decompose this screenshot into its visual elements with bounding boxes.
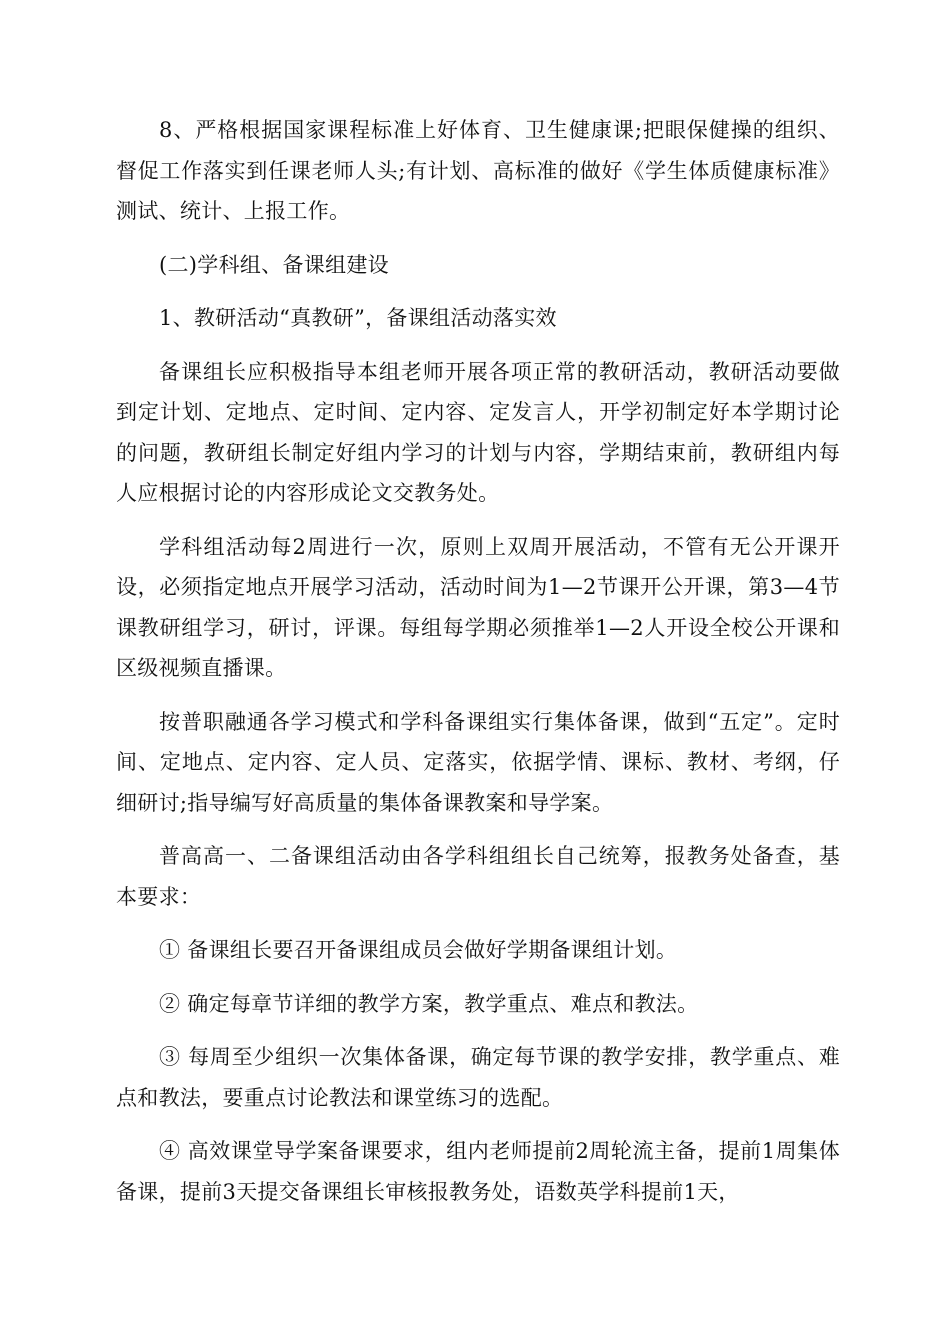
list-item-requirement-2: ② 确定每章节详细的教学方案，教学重点、难点和教法。 — [159, 991, 699, 1016]
paragraph-collective-preparation: 按普职融通各学习模式和学科备课组实行集体备课，做到“五定”。定时间、定地点、定内容、定人员、定落实，依据学情、课标、教材、考纲，仔细研讨;指导编写好高质量的集体备课教案和导学案。 — [116, 709, 840, 815]
document-body — [116, 110, 840, 1225]
section-heading-subject-groups: (二)学科组、备课组建设 — [159, 252, 389, 277]
subheading-teaching-research: 1、教研活动“真教研”，备课组活动落实效 — [159, 306, 557, 330]
paragraph-item-8: 8、严格根据国家课程标准上好体育、卫生健康课;把眼保健操的组织、督促工作落实到任课老师人头;有计划、高标准的做好《学生体质健康标准》测试、统计、上报工作。 — [116, 118, 840, 223]
list-item-requirement-4: ④ 高效课堂导学案备课要求，组内老师提前2周轮流主备，提前1周集体备课，提前3天提交备课组长审核报教务处，语数英学科提前1天， — [116, 1139, 840, 1204]
paragraph-basic-requirements: 普高高一、二备课组活动由各学科组组长自己统筹，报教务处备查，基本要求： — [116, 844, 840, 909]
paragraph-activity-schedule: 学科组活动每2周进行一次，原则上双周开展活动，不管有无公开课开设，必须指定地点开展学习活动，活动时间为1—2节课开公开课，第3—4节课教研组学习，研讨，评课。每组每学期必须推举1—2人开设全校公开课和区级视频直播课。 — [116, 534, 840, 680]
paragraph-group-leader-duties: 备课组长应积极指导本组老师开展各项正常的教研活动，教研活动要做到定计划、定地点、定时间、定内容、定发言人，开学初制定好本学期讨论的问题，教研组长制定好组内学习的计划与内容，学期结束前，教研组内每人应根据讨论的内容形成论文交教务处。 — [116, 359, 840, 505]
list-item-requirement-3: ③ 每周至少组织一次集体备课，确定每节课的教学安排，教学重点、难点和教法，要重点讨论教法和课堂练习的选配。 — [116, 1045, 840, 1110]
list-item-requirement-1: ① 备课组长要召开备课组成员会做好学期备课组计划。 — [159, 938, 678, 962]
